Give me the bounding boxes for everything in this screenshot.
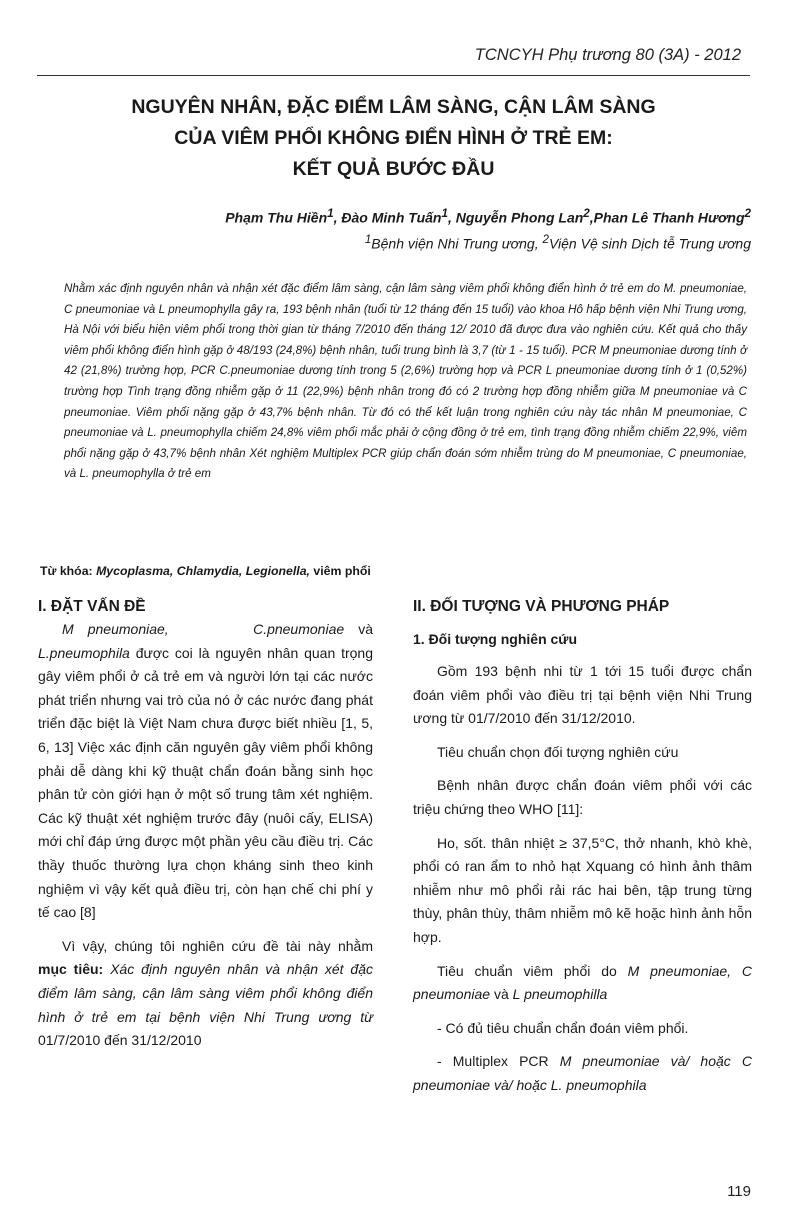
keywords-tail: viêm phổi [309, 564, 371, 578]
author-affil-mark: 2 [583, 207, 590, 220]
author-list: Phạm Thu Hiền$^1$, Đào Minh Tuấn$^1$, Nguyễn Phong Lan$^2$,Phan Lê Thanh Hương$^2$ [225, 207, 751, 226]
title-line: CỦA VIÊM PHỔI KHÔNG ĐIỂN HÌNH Ở TRẺ EM: [174, 127, 613, 149]
keywords-label: Từ khóa: [40, 564, 93, 578]
methods-paragraph: Bệnh nhân được chẩn đoán viêm phổi với các triệu chứng theo WHO [11]: [413, 777, 752, 817]
affiliations: $^1$Bệnh viện Nhi Trung ương, $^2$Viện Vệ sinh Dịch tễ Trung ương [364, 233, 751, 252]
methods-paragraph: Tiêu chuẩn chọn đối tượng nghiên cứu [437, 743, 679, 760]
objective-label: mục tiêu: [38, 961, 104, 978]
text-fragment: được coi là nguyên nhân quan trọng gây viêm phổi ở cả trẻ em và người lớn tại các nước phát triển nhưng vai trò của nó ở các nước đang phát triển đặc biệt là Việt Nam chưa được biết nhiều [1, 5, 6, 13] Việc xác định căn nguyên gây viêm phổi không phải dễ dàng khi kỹ thuật chẩn đoán bằng sinh học phân tử còn giới hạn ở một số trung tâm xét nghiệm. Các kỹ thuật xét nghiệm trước đây (nuôi cấy, ELISA) mới chỉ đáp ứng được một phần yêu cầu điều trị. Các thầy thuốc thường lựa chọn kháng sinh theo kinh nghiệm vì vậy kết quả điều trị, còn hạn chế chi phí y tế cao [8] [38, 644, 373, 921]
journal-name: TCNCYH [474, 46, 549, 64]
text-fragment: Vì vậy, chúng tôi nghiên cứu đề tài này nhằm [62, 937, 373, 954]
methods-paragraph: Gồm 193 bệnh nhi từ 1 tới 15 tuổi được chẩn đoán viêm phổi vào điều trị tại bệnh viện Nhi Trung ương từ 01/7/2010 đến 31/12/2010. [413, 663, 752, 727]
section-heading-introduction: I. ĐẶT VẤN ĐỀ [38, 598, 146, 615]
methods-paragraph: Ho, sốt. thân nhiệt ≥ 37,5°C, thở nhanh, khò khè, phổi có ran ẩm to nhỏ hạt Xquang có hình ảnh thâm nhiễm như mô phổi rải rác hai bên, tập trung từng thùy, phân thùy, thâm nhiễm mô kẽ hoặc hình ảnh hỗn hợp. [413, 834, 752, 945]
species-name: L.pneumophila [38, 644, 130, 661]
affil-name: Viện Vệ sinh Dịch tễ Trung ương [548, 235, 751, 252]
text-fragment: và [490, 986, 513, 1003]
paper-title [40, 92, 747, 185]
page-number: 119 [727, 1183, 751, 1200]
affil-mark: 1 [364, 233, 372, 246]
species-name: M pneumoniae và/ hoặc C pneumoniae và/ hoặc L. pneumophila [413, 1053, 752, 1093]
subsection-heading-subjects: 1. Đối tượng nghiên cứu [413, 631, 578, 647]
title-line: KẾT QUẢ BƯỚC ĐẦU [292, 158, 495, 180]
header-rule [37, 75, 750, 76]
author-affil-mark: 1 [441, 207, 448, 220]
keywords-terms: Mycoplasma, Chlamydia, Legionella, [96, 564, 310, 578]
criteria-item: - Có đủ tiêu chuẩn chẩn đoán viêm phổi. [437, 1019, 689, 1036]
author-name: Nguyễn Phong Lan [455, 209, 584, 226]
species-name: L pneumophilla [512, 986, 608, 1003]
text-fragment: - Multiplex PCR [437, 1053, 560, 1070]
intro-paragraph-2 [38, 935, 373, 1053]
author-name: Đào Minh Tuấn [341, 209, 442, 226]
author-name: Phạm Thu Hiền [225, 209, 328, 226]
right-column [413, 596, 752, 1098]
journal-header [475, 46, 741, 65]
abstract: Nhằm xác định nguyên nhân và nhận xét đặc điểm lâm sàng, cận lâm sàng viêm phổi không điển hình ở trẻ em do M. pneumoniae, C pneumoniae và L pneumophylla gây ra, 193 bệnh nhân (tuổi từ 12 tháng đến 15 tuổi) vào khoa Hô hấp bệnh viện Nhi Trung ương, Hà Nội với biểu hiện viêm phổi trong thời gian từ tháng 7/2010 đến tháng 12/ 2010 đã được đưa vào nghiên cứu. Kết quả cho thấy viêm phổi không điển hình gặp ở 48/193 (24,8%) bệnh nhân, tuổi trung bình là 3,7 (từ 1 - 15 tuổi). PCR M pneumoniae dương tính ở 42 (21,8%) trường hợp, PCR C.pneumoniae dương tính trong 5 (2,6%) trường hợp và PCR L pneumoniae dương tính ở 1 (0,52%) trường hợp Tình trạng đồng nhiễm gặp ở 11 (22,9%) bệnh nhân trong đó có 2 trường hợp đồng nhiễm giữa M pneumoniae và C pneumoniae. Viêm phổi nặng gặp ở 43,7% bệnh nhân. Từ đó có thể kết luận trong nghiên cứu này tác nhân M pneumoniae, C pneumoniae và L. pneumophylla chiếm 24,8% viêm phổi mắc phải ở cộng đồng ở trẻ em, tình trạng đồng nhiễm chiếm 22,9%, viêm phổi nặng gặp ở 43,7% bệnh nhân Xét nghiệm Multiplex PCR giúp chẩn đoán sớm nhiễm trùng do M pneumoniae, C pneumoniae, và L. pneumophylla ở trẻ em [64, 282, 747, 481]
author-affil-mark: 2 [744, 207, 751, 220]
species-name: M pneumoniae, C pneumoniae [413, 962, 752, 1003]
journal-issue: Phụ trương 80 (3A) - 2012 [548, 46, 741, 64]
intro-paragraph-1 [38, 618, 373, 925]
objective-text: Xác định nguyên nhân và nhận xét đặc điểm lâm sàng, cận lâm sàng viêm phổi không điển hình ở trẻ em tại bệnh viện Nhi Trung ương từ [38, 961, 374, 1025]
left-column [38, 596, 373, 1053]
affil-name: Bệnh viện Nhi Trung ương [371, 235, 535, 252]
author-affil-mark: 1 [327, 207, 334, 220]
keywords [40, 564, 747, 578]
section-heading-methods: II. ĐỐI TƯỢNG VÀ PHƯƠNG PHÁP [413, 598, 670, 615]
affil-mark: 2 [542, 233, 549, 246]
text-fragment: và [344, 621, 373, 637]
criteria-item [413, 1050, 752, 1097]
text-fragment: 01/7/2010 đến 31/12/2010 [38, 1032, 202, 1049]
methods-paragraph [413, 960, 752, 1007]
species-name: C.pneumoniae [253, 621, 345, 637]
text-fragment: Tiêu chuẩn viêm phổi do [437, 962, 628, 979]
species-name: M pneumoniae, [62, 621, 169, 637]
title-line: NGUYÊN NHÂN, ĐẶC ĐIỂM LÂM SÀNG, CẬN LÂM SÀNG [131, 96, 656, 118]
author-name: Phan Lê Thanh Hương [593, 209, 745, 226]
